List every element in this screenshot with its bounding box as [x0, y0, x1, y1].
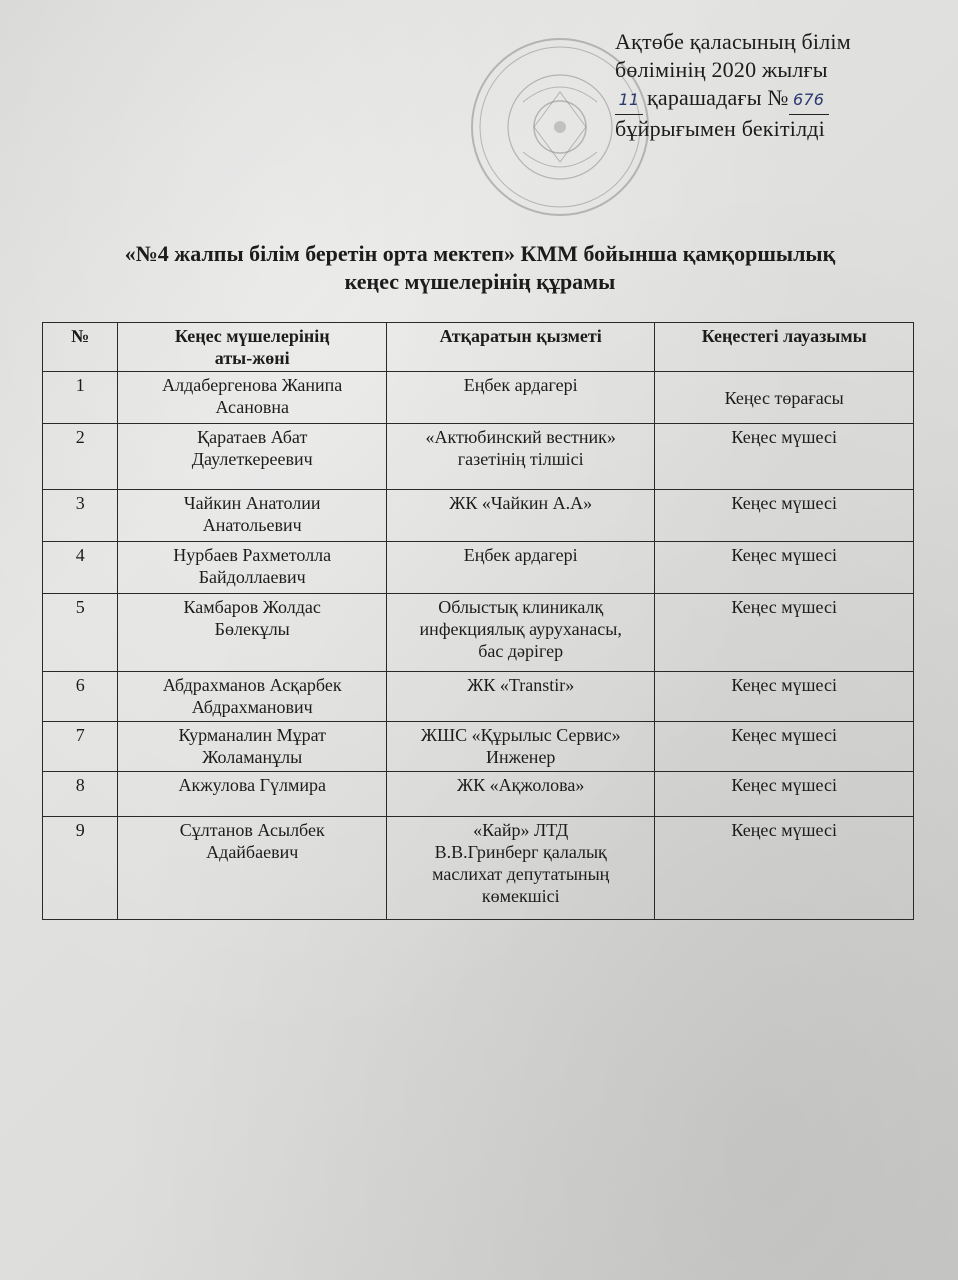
cell-name-line: Жоламанұлы — [202, 747, 303, 767]
cell-role: Кеңес мүшесі — [655, 490, 914, 542]
cell-name-line: Абдрахманов Асқарбек — [162, 675, 342, 695]
cell-number: 9 — [43, 817, 118, 920]
cell-number: 4 — [43, 542, 118, 594]
cell-job-line: ЖК «Ақжолова» — [457, 775, 585, 795]
cell-name — [118, 542, 387, 594]
cell-name — [118, 817, 387, 920]
cell-name — [118, 722, 387, 772]
cell-number: 1 — [43, 372, 118, 424]
cell-name-line: Камбаров Жолдас — [183, 597, 321, 617]
approval-line-1: Ақтөбе қаласының білім — [615, 29, 851, 54]
cell-name-line: Даулеткереевич — [191, 449, 313, 469]
cell-name-line: Анатольевич — [202, 515, 302, 535]
approval-block — [615, 28, 915, 143]
table-row — [43, 372, 914, 424]
cell-name-line: Сұлтанов Асылбек — [179, 820, 325, 840]
handwritten-order-number: 676 — [789, 86, 829, 115]
cell-role: Кеңес төрағасы — [655, 372, 914, 424]
cell-role: Кеңес мүшесі — [655, 424, 914, 490]
cell-name — [118, 372, 387, 424]
cell-role: Кеңес мүшесі — [655, 817, 914, 920]
cell-job — [387, 772, 655, 817]
cell-role: Кеңес мүшесі — [655, 722, 914, 772]
table-row — [43, 817, 914, 920]
cell-job — [387, 490, 655, 542]
approval-line-3-text: қарашадағы № — [647, 85, 789, 110]
cell-role: Кеңес мүшесі — [655, 542, 914, 594]
table-row — [43, 542, 914, 594]
cell-job-line: Облыстық клиникалқ — [438, 597, 604, 617]
cell-name-line: Адайбаевич — [206, 842, 299, 862]
cell-role: Кеңес мүшесі — [655, 672, 914, 722]
cell-name-line: Алдабергенова Жанипа — [162, 375, 343, 395]
header-job: Атқаратын қызметі — [387, 323, 655, 372]
cell-job — [387, 817, 655, 920]
cell-name-line: Абдрахманович — [191, 697, 313, 717]
council-members-table — [42, 322, 914, 920]
cell-number: 7 — [43, 722, 118, 772]
title-line-1: «№4 жалпы білім беретін орта мектеп» КММ бойынша қамқоршылық — [124, 241, 836, 266]
cell-job-line: ЖШС «Құрылыс Сервис» — [420, 725, 621, 745]
approval-line-4: бұйрығымен бекітілді — [615, 116, 825, 141]
cell-job-line: маслихат депутатының — [432, 864, 610, 884]
cell-name — [118, 594, 387, 672]
cell-name-line: Курманалин Мұрат — [178, 725, 326, 745]
cell-role: Кеңес мүшесі — [655, 772, 914, 817]
cell-role: Кеңес мүшесі — [655, 594, 914, 672]
approval-line-3 — [615, 84, 915, 115]
header-number: № — [43, 323, 118, 372]
header-name-line-2: аты-жөні — [214, 348, 290, 368]
table-row — [43, 490, 914, 542]
cell-number: 6 — [43, 672, 118, 722]
cell-job-line: «Кайр» ЛТД — [473, 820, 569, 840]
cell-job-line: ЖК «Transtir» — [467, 675, 575, 695]
cell-number: 5 — [43, 594, 118, 672]
cell-name-line: Қаратаев Абат — [197, 427, 308, 447]
header-name — [118, 323, 387, 372]
cell-name-line: Байдоллаевич — [198, 567, 306, 587]
header-role: Кеңестегі лауазымы — [655, 323, 914, 372]
cell-number: 2 — [43, 424, 118, 490]
table-row — [43, 772, 914, 817]
table-row — [43, 424, 914, 490]
header-name-line-1: Кеңес мүшелерінің — [174, 326, 330, 346]
cell-job-line: Еңбек ардагері — [463, 545, 578, 565]
cell-job-line: «Актюбинский вестник» — [425, 427, 616, 447]
cell-job-line: газетінің тілшісі — [457, 449, 584, 469]
cell-name-line: Асановна — [215, 397, 289, 417]
cell-name-line: Чайкин Анатолии — [183, 493, 321, 513]
document-title — [40, 240, 920, 296]
cell-job — [387, 542, 655, 594]
cell-job-line: Инженер — [485, 747, 556, 767]
cell-job-line: көмекшісі — [481, 886, 560, 906]
cell-name-line: Нурбаев Рахметолла — [173, 545, 332, 565]
table-row — [43, 722, 914, 772]
cell-name-line: Акжулова Гүлмира — [178, 775, 326, 795]
handwritten-day: 11 — [615, 86, 643, 115]
cell-job-line: бас дәрігер — [478, 641, 564, 661]
title-line-2: кеңес мүшелерінің құрамы — [344, 269, 616, 294]
cell-job — [387, 594, 655, 672]
cell-job — [387, 722, 655, 772]
cell-name — [118, 672, 387, 722]
table-row — [43, 672, 914, 722]
cell-number: 8 — [43, 772, 118, 817]
cell-job — [387, 672, 655, 722]
cell-name — [118, 490, 387, 542]
cell-job-line: Еңбек ардагері — [463, 375, 578, 395]
table-header-row — [43, 323, 914, 372]
table-row — [43, 594, 914, 672]
approval-line-2: бөлімінің 2020 жылғы — [615, 57, 828, 82]
cell-name-line: Бөлекұлы — [214, 619, 290, 639]
cell-job-line: В.В.Гринберг қалалық — [434, 842, 607, 862]
cell-number: 3 — [43, 490, 118, 542]
cell-job — [387, 424, 655, 490]
cell-name — [118, 772, 387, 817]
cell-job-line: инфекциялық ауруханасы, — [419, 619, 622, 639]
cell-job-line: ЖК «Чайкин А.А» — [449, 493, 593, 513]
cell-job — [387, 372, 655, 424]
cell-name — [118, 424, 387, 490]
